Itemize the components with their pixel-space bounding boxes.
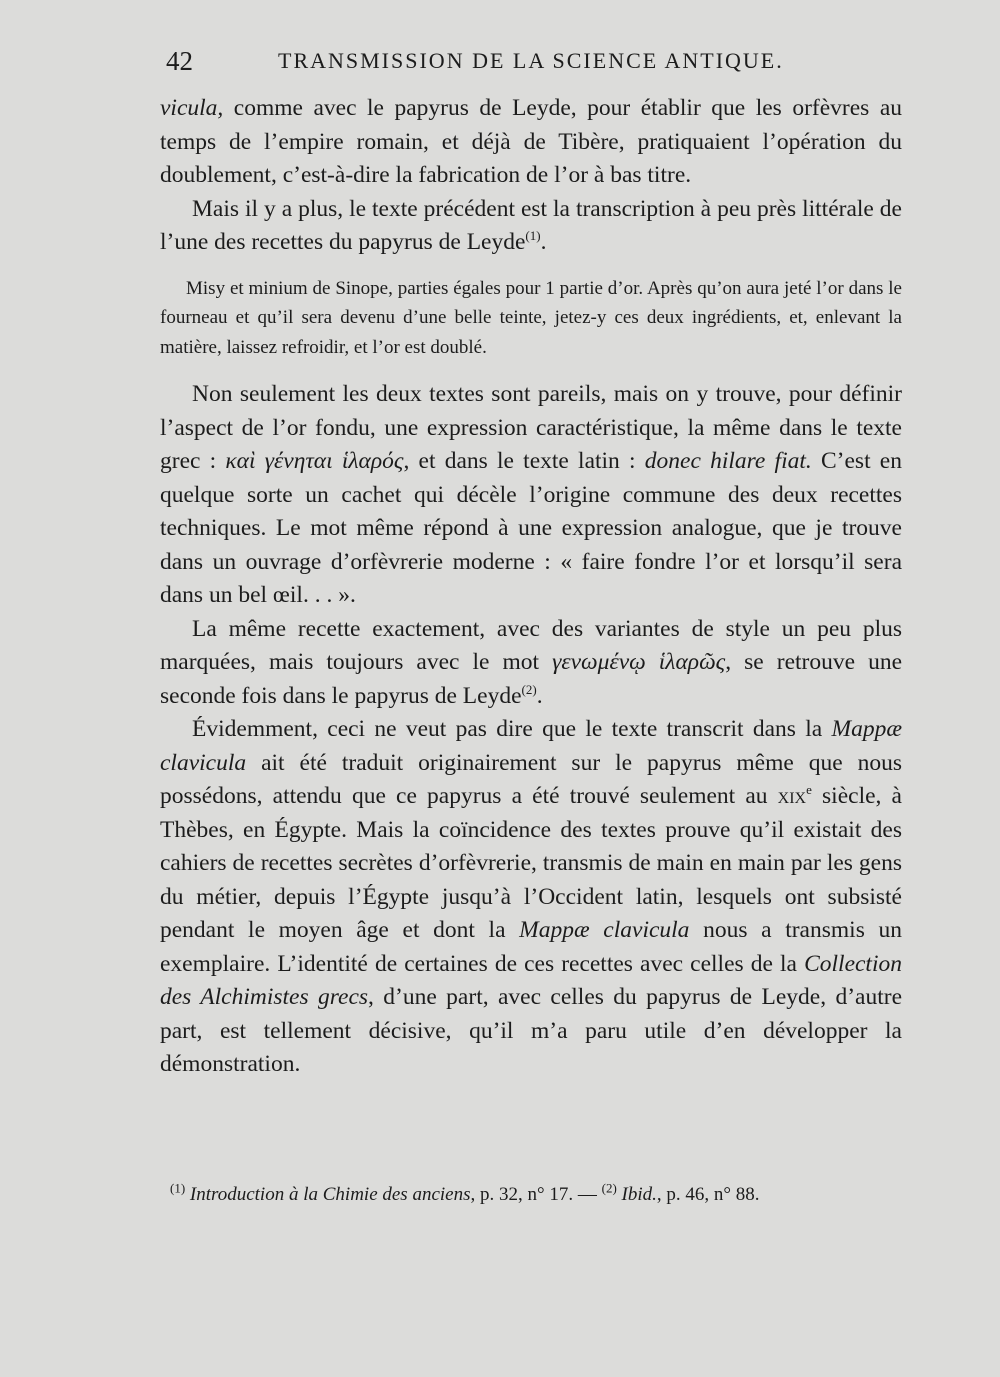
- paragraph-text: Évidemment, ceci ne veut pas dire que le texte transcrit dans la: [192, 716, 832, 742]
- paragraph-text: comme avec le papyrus de Leyde, pour établir que les orfèvres au temps de l’empire romain, et déjà de Tibère, pratiquaient l’opération du doublement, c’est-à-dire la fabrication de l’or à bas titre.: [160, 95, 902, 188]
- paragraph-4: [160, 613, 902, 714]
- paragraph-5: [160, 713, 902, 1082]
- paragraph-text: C’est en quelque sorte un cachet qui décèle l’origine commune des deux recettes techniques. Le mot même répond à une expression analogue, que je trouve dans un ouvrage d’orfèvrerie moderne : « faire fondre l’or et lorsqu’il sera dans un bel œil. . . ».: [160, 448, 902, 608]
- italic-word: vicula,: [160, 95, 224, 121]
- footnote-ref: (2): [521, 681, 537, 697]
- paragraph-text: La même recette exactement, avec des variantes de style un peu plus marquées, mais toujours avec le mot: [160, 615, 902, 675]
- footnote-text: , p. 32, n° 17. —: [470, 1184, 602, 1205]
- paragraph-text: , d’une part, avec celles du papyrus de Leyde, d’autre part, est tellement décisive, qu’il m’a paru utile d’en développer la démonstration.: [160, 984, 903, 1077]
- running-header: [160, 46, 900, 86]
- paragraph-text: , se retrouve une seconde fois dans le papyrus de Leyde: [160, 649, 902, 709]
- footnote-title: Ibid.: [621, 1184, 657, 1205]
- paragraph-3: [160, 378, 902, 613]
- paragraph-1: [160, 92, 902, 193]
- book-title: Mappæ clavicula: [519, 917, 690, 943]
- paragraph-text: Non seulement les deux textes sont pareils, mais on y trouve, pour définir l’aspect de l’or fondu, une expression caractéristique, la même dans le texte grec :: [160, 381, 902, 474]
- punctuation: .: [536, 682, 543, 709]
- paragraph-2: [160, 193, 902, 260]
- punctuation: .: [540, 229, 547, 255]
- century-suffix: e: [806, 782, 812, 798]
- paragraph-text: Mais il y a plus, le texte précédent est la transcription à peu près littérale de l’une des recettes du papyrus de Leyde: [160, 195, 902, 255]
- paragraph-text: , et dans le texte latin :: [403, 448, 645, 474]
- greek-phrase: καὶ γένηται ἱλαρός: [225, 448, 404, 474]
- paragraph-text: nous a transmis un exemplaire. L’identité de certaines de ces recettes avec celles de la: [160, 917, 902, 977]
- footnote-title: Introduction à la Chimie des anciens: [189, 1184, 471, 1205]
- paragraph-text: siècle, à Thèbes, en Égypte. Mais la coïncidence des textes prouve qu’il existait des cahiers de recettes secrètes d’orfèvrerie, transmis de main en main par les gens du métier, depuis l’Égypte jusqu’à l’Occident latin, lesquels ont subsisté pendant le moyen âge et dont la: [160, 783, 902, 943]
- running-title: TRANSMISSION DE LA SCIENCE ANTIQUE.: [278, 48, 784, 73]
- century-numeral: xix: [777, 783, 807, 809]
- main-text: [160, 92, 902, 1082]
- book-title: Mappæ clavicula: [160, 716, 902, 776]
- greek-phrase: γενωμένῳ ἱλαρῶς: [552, 649, 726, 675]
- footnotes: [170, 1180, 870, 1206]
- footnote-marker: (2): [601, 1180, 617, 1196]
- footnote-marker: (1): [170, 1180, 186, 1196]
- footnote-text: , p. 46, n° 88.: [656, 1184, 760, 1205]
- page-number: 42: [166, 46, 193, 76]
- book-title: Collection des Alchimistes grecs: [160, 950, 902, 1010]
- quoted-recipe: Misy et minium de Sinope, parties égales pour 1 partie d’or. Après qu’on aura jeté l’or dans le fourneau et qu’il sera devenu d’une belle teinte, jetez-y ces deux ingrédients, et, enlevant la matière, laissez refroidir, et l’or est doublé.: [160, 277, 902, 358]
- footnote-ref: (1): [525, 228, 541, 244]
- paragraph-text: ait été traduit originairement sur le papyrus même que nous possédons, attendu que ce papyrus a été trouvé seulement au: [160, 749, 902, 809]
- latin-phrase: donec hilare fiat.: [644, 448, 812, 474]
